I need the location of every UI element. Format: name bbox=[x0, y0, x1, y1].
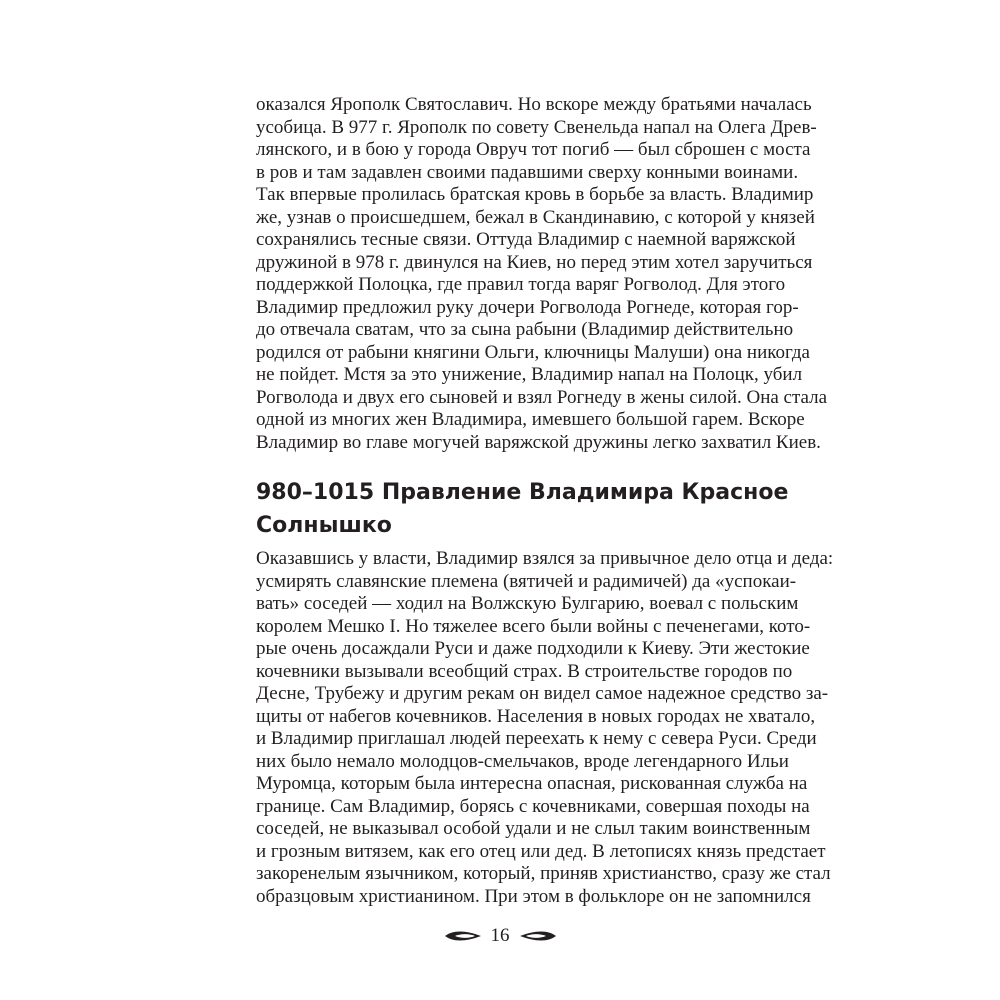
flourish-ornament-icon bbox=[518, 929, 558, 943]
text-line: сохранялись тесные связи. Оттуда Владимир с наемной варяжской bbox=[256, 229, 796, 250]
text-line: усмирять славянские племена (вятичей и радимичей) да «успокаи- bbox=[256, 570, 797, 592]
text-line: родился от рабыни княгини Ольги, ключницы Малуши) она никогда bbox=[256, 341, 810, 363]
page-number: 16 bbox=[490, 925, 510, 946]
text-line: Рогволода и двух его сыновей и взял Рогнеду в жены силой. Она стала bbox=[256, 386, 828, 408]
text-line: Владимир предложил руку дочери Рогволода Рогнеде, которая гор- bbox=[256, 296, 799, 318]
text-line: Муромца, которым была интересна опасная, рискованная служба на bbox=[256, 773, 808, 794]
paragraph-1 bbox=[256, 94, 828, 454]
text-line: поддержкой Полоцка, где правил тогда варяг Рогволод. Для этого bbox=[256, 274, 786, 295]
text-line: и Владимир приглашал людей переехать к нему с севера Руси. Среди bbox=[256, 728, 817, 749]
text-line: Десне, Трубежу и другим рекам он видел самое надежное средство за- bbox=[256, 683, 829, 704]
text-line: же, узнав о происшедшем, бежал в Скандинавию, с которой у князей bbox=[256, 206, 815, 228]
text-line: до отвечала сватам, что за сына рабыни (Владимир действительно bbox=[256, 319, 794, 340]
text-line: вать» соседей — ходил на Волжскую Булгарию, воевал с польским bbox=[256, 593, 799, 614]
text-line: дружиной в 978 г. двинулся на Киев, но перед этим хотел заручиться bbox=[256, 251, 813, 273]
text-line: Владимир во главе могучей варяжской дружины легко захватил Киев. bbox=[256, 431, 821, 453]
text-line: не пойдет. Мстя за это унижение, Владимир напал на Полоцк, убил bbox=[256, 364, 803, 385]
text-line: них было немало молодцов-смельчаков, вроде легендарного Ильи bbox=[256, 750, 789, 772]
section-heading-line-2: Солнышко bbox=[256, 513, 392, 538]
text-line: рые очень досаждали Руси и даже подходили к Киеву. Эти жестокие bbox=[256, 638, 810, 659]
page-footer bbox=[0, 922, 1000, 950]
text-line: образцовым христианином. При этом в фольклоре он не запомнился bbox=[256, 885, 811, 907]
text-line: щиты от набегов кочевников. Населения в новых городах не хватало, bbox=[256, 705, 816, 727]
text-line: оказался Ярополк Святославич. Но вскоре между братьями началась bbox=[256, 94, 812, 115]
text-line: границе. Сам Владимир, борясь с кочевниками, совершая походы на bbox=[256, 795, 810, 817]
section-heading bbox=[256, 476, 789, 542]
text-line: кочевники вызывали всеобщий страх. В строительстве городов по bbox=[256, 660, 793, 682]
flourish-ornament-icon bbox=[443, 929, 483, 943]
text-line: соседей, не выказывал особой удали и не слыл таким воинственным bbox=[256, 818, 811, 839]
text-line: в ров и там задавлен своими падавшими сверху конными воинами. bbox=[256, 161, 799, 183]
text-line: одной из многих жен Владимира, имевшего большой гарем. Вскоре bbox=[256, 409, 805, 430]
text-line: Так впервые пролилась братская кровь в борьбе за власть. Владимир bbox=[256, 184, 814, 205]
text-line: закоренелым язычником, который, приняв христианство, сразу же стал bbox=[256, 863, 831, 884]
text-line: королем Мешко I. Но тяжелее всего были войны с печенегами, кото- bbox=[256, 615, 811, 637]
section-heading-line-1: 980–1015 Правление Владимира Красное bbox=[256, 480, 789, 505]
text-line: Оказавшись у власти, Владимир взялся за привычное дело отца и деда: bbox=[256, 548, 834, 569]
text-line: усобица. В 977 г. Ярополк по совету Свенельда напал на Олега Древ- bbox=[256, 116, 817, 138]
text-line: лянского, и в бою у города Овруч тот погиб — был сброшен с моста bbox=[256, 139, 811, 160]
text-line: и грозным витязем, как его отец или дед. В летописях князь предстает bbox=[256, 840, 826, 862]
paragraph-2 bbox=[256, 548, 834, 908]
